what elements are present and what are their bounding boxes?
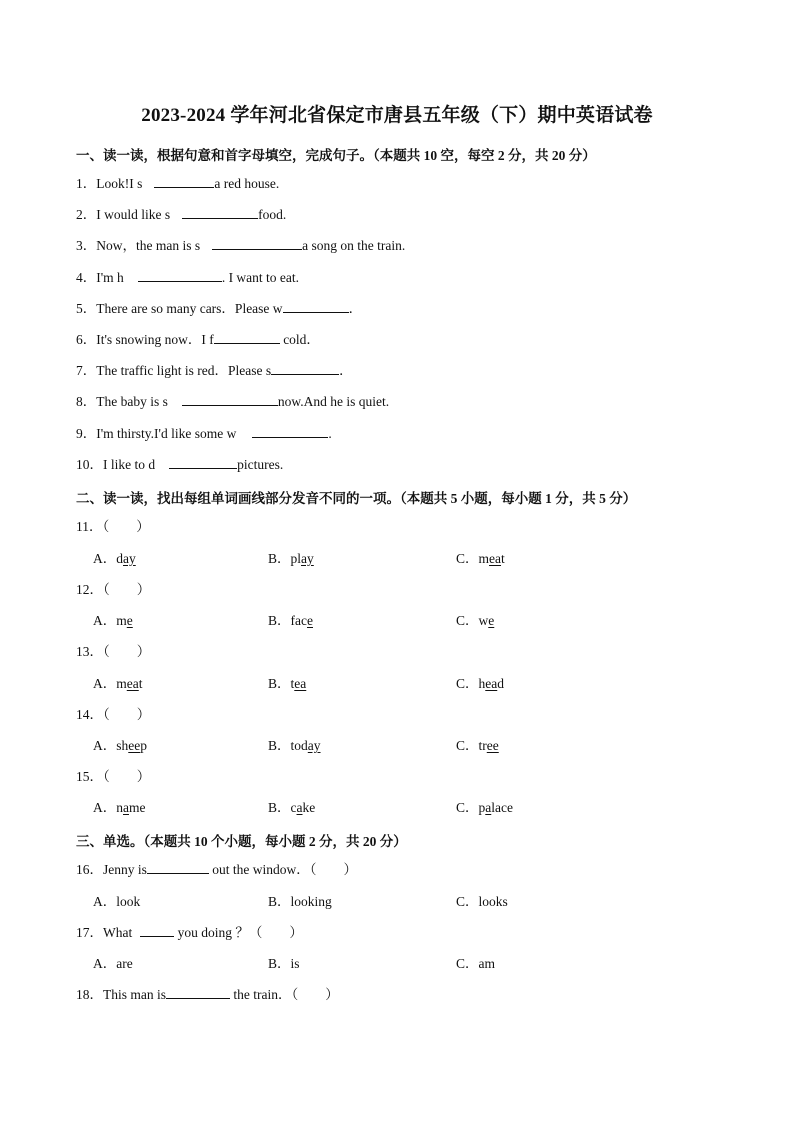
answer-blank[interactable]	[169, 456, 237, 469]
section-heading-1: 一、读一读，根据句意和首字母填空，完成句子。（本题共 10 空，每空 2 分，共 20 分）	[76, 148, 596, 163]
answer-blank[interactable]	[212, 237, 302, 250]
fill-question-3: 3．Now，the man is s a song on the train.	[76, 238, 406, 253]
answer-blank[interactable]	[138, 269, 222, 282]
phonics-question-15: 15．（ ）	[76, 769, 151, 784]
answer-blank[interactable]	[252, 425, 328, 438]
option-c[interactable]: C．we	[456, 613, 495, 628]
option-b[interactable]: B．play	[268, 551, 314, 566]
option-b[interactable]: B．face	[268, 613, 313, 628]
answer-blank[interactable]	[154, 175, 214, 188]
answer-blank[interactable]	[271, 362, 339, 375]
fill-question-6: 6．It's snowing now．I f cold．	[76, 332, 320, 347]
option-c[interactable]: C．am	[456, 956, 495, 971]
fill-question-10: 10．I like to d pictures.	[76, 457, 284, 472]
option-b[interactable]: B．is	[268, 956, 300, 971]
fill-question-2: 2．I would like s food.	[76, 207, 287, 222]
option-a[interactable]: A．are	[93, 956, 133, 971]
phonics-question-12: 12．（ ）	[76, 582, 151, 597]
answer-blank[interactable]	[283, 300, 349, 313]
option-c[interactable]: C．looks	[456, 894, 508, 909]
fill-question-5: 5．There are so many cars．Please w ．	[76, 301, 363, 316]
option-b[interactable]: B．looking	[268, 894, 332, 909]
answer-blank[interactable]	[182, 393, 278, 406]
option-a[interactable]: A．look	[93, 894, 141, 909]
section-heading-3: 三、单选。（本题共 10 个小题，每小题 2 分，共 20 分）	[76, 834, 407, 849]
option-c[interactable]: C．tree	[456, 738, 499, 753]
option-c[interactable]: C．meat	[456, 551, 505, 566]
answer-blank[interactable]	[140, 924, 174, 937]
mc-question-18: 18．This man is the train．（ ）	[76, 987, 339, 1002]
fill-question-8: 8．The baby is s now.And he is quiet.	[76, 394, 390, 409]
mc-question-16: 16．Jenny is out the window．（ ）	[76, 862, 357, 877]
option-a[interactable]: A．name	[93, 800, 146, 815]
option-b[interactable]: B．today	[268, 738, 321, 753]
option-a[interactable]: A．meat	[93, 676, 143, 691]
option-a[interactable]: A．day	[93, 551, 136, 566]
phonics-question-14: 14．（ ）	[76, 707, 151, 722]
fill-question-1: 1．Look!I s a red house.	[76, 176, 280, 191]
fill-question-7: 7．The traffic light is red．Please s ．	[76, 363, 353, 378]
option-c[interactable]: C．palace	[456, 800, 513, 815]
answer-blank[interactable]	[182, 206, 258, 219]
phonics-question-11: 11．（ ）	[76, 519, 150, 534]
section-heading-2: 二、读一读，找出每组单词画线部分发音不同的一项。（本题共 5 小题，每小题 1 分，共 5 分）	[76, 491, 637, 506]
option-b[interactable]: B．tea	[268, 676, 307, 691]
option-a[interactable]: A．sheep	[93, 738, 147, 753]
fill-question-4: 4．I'm h . I want to eat.	[76, 270, 300, 285]
fill-question-9: 9．I'm thirsty.I'd like some w .	[76, 426, 332, 441]
page-title: 2023-2024 学年河北省保定市唐县五年级（下）期中英语试卷	[141, 105, 653, 126]
answer-blank[interactable]	[166, 986, 230, 999]
mc-question-17: 17．What you doing ？（ ）	[76, 925, 303, 940]
option-c[interactable]: C．head	[456, 676, 504, 691]
option-a[interactable]: A．me	[93, 613, 133, 628]
answer-blank[interactable]	[214, 331, 280, 344]
answer-blank[interactable]	[147, 861, 209, 874]
option-b[interactable]: B．cake	[268, 800, 316, 815]
phonics-question-13: 13．（ ）	[76, 644, 151, 659]
